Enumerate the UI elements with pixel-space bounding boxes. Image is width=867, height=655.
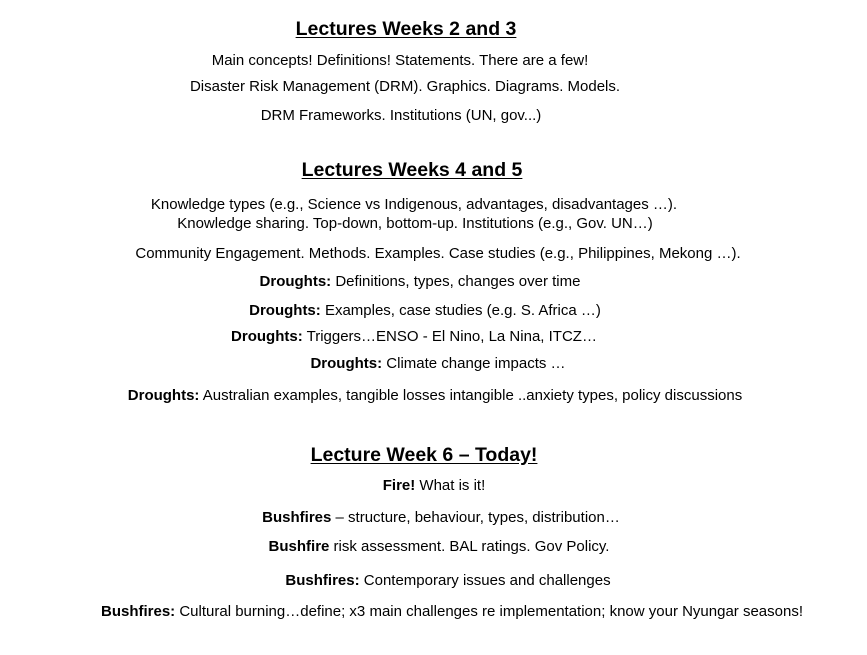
line-bold-prefix: Droughts: (310, 355, 383, 372)
section2-line-2 (177, 215, 653, 233)
line-text: Knowledge types (e.g., Science vs Indigenous, advantages, disadvantages …). (150, 196, 678, 213)
section2-line-1 (151, 196, 677, 214)
section3-line-4 (285, 572, 610, 590)
line-text: Definitions, types, changes over time (331, 273, 581, 290)
line-text: Cultural burning…define; x3 main challenges re implementation; know your Nyungar seasons! (175, 603, 804, 620)
section2-line-6 (231, 328, 597, 346)
line-bold-prefix: Bushfires: (285, 572, 360, 589)
line-text: DRM Frameworks. Institutions (UN, gov...) (260, 107, 542, 124)
section2-line-8 (128, 387, 742, 405)
line-bold-prefix: Droughts: (231, 328, 303, 345)
line-text: – structure, behaviour, types, distribution… (331, 509, 620, 526)
line-text: Disaster Risk Management (DRM). Graphics. Diagrams. Models. (189, 78, 621, 95)
line-text: Australian examples, tangible losses intangible ..anxiety types, policy discussions (199, 387, 743, 404)
section3-line-2 (262, 509, 620, 527)
section-heading-weeks-2-3: Lectures Weeks 2 and 3 (295, 18, 517, 40)
section1-line-2 (190, 78, 620, 96)
line-text: Knowledge sharing. Top-down, bottom-up. Institutions (e.g., Gov. UN…) (177, 215, 653, 232)
section3-line-3 (269, 538, 610, 556)
line-text: Contemporary issues and challenges (359, 572, 611, 589)
line-text: Community Engagement. Methods. Examples. Case studies (e.g., Philippines, Mekong …). (135, 245, 741, 262)
section2-line-7 (310, 355, 565, 373)
section1-line-1 (212, 52, 589, 70)
line-text: Triggers…ENSO - El Nino, La Nina, ITCZ… (302, 328, 597, 345)
line-text: Examples, case studies (e.g. S. Africa …) (320, 302, 601, 319)
line-bold-prefix: Bushfire (268, 538, 330, 555)
section3-line-1 (383, 477, 486, 495)
line-text: Climate change impacts … (382, 355, 566, 372)
section-heading-week-6: Lecture Week 6 – Today! (310, 444, 538, 466)
line-bold-prefix: Fire! (382, 477, 416, 494)
line-bold-prefix: Bushfires (262, 509, 332, 526)
line-text: What is it! (415, 477, 486, 494)
line-bold-prefix: Droughts: (259, 273, 332, 290)
section2-line-5 (249, 302, 601, 320)
section1-line-3 (261, 107, 542, 125)
line-bold-prefix: Droughts: (127, 387, 200, 404)
line-bold-prefix: Bushfires: (100, 603, 176, 620)
section2-line-4 (260, 273, 581, 291)
section2-line-3 (135, 245, 740, 263)
section-heading-weeks-4-5: Lectures Weeks 4 and 5 (301, 159, 523, 181)
section3-line-5 (101, 603, 803, 621)
line-text: Main concepts! Definitions! Statements. There are a few! (211, 52, 589, 69)
line-text: risk assessment. BAL ratings. Gov Policy. (329, 538, 610, 555)
line-bold-prefix: Droughts: (249, 302, 321, 319)
